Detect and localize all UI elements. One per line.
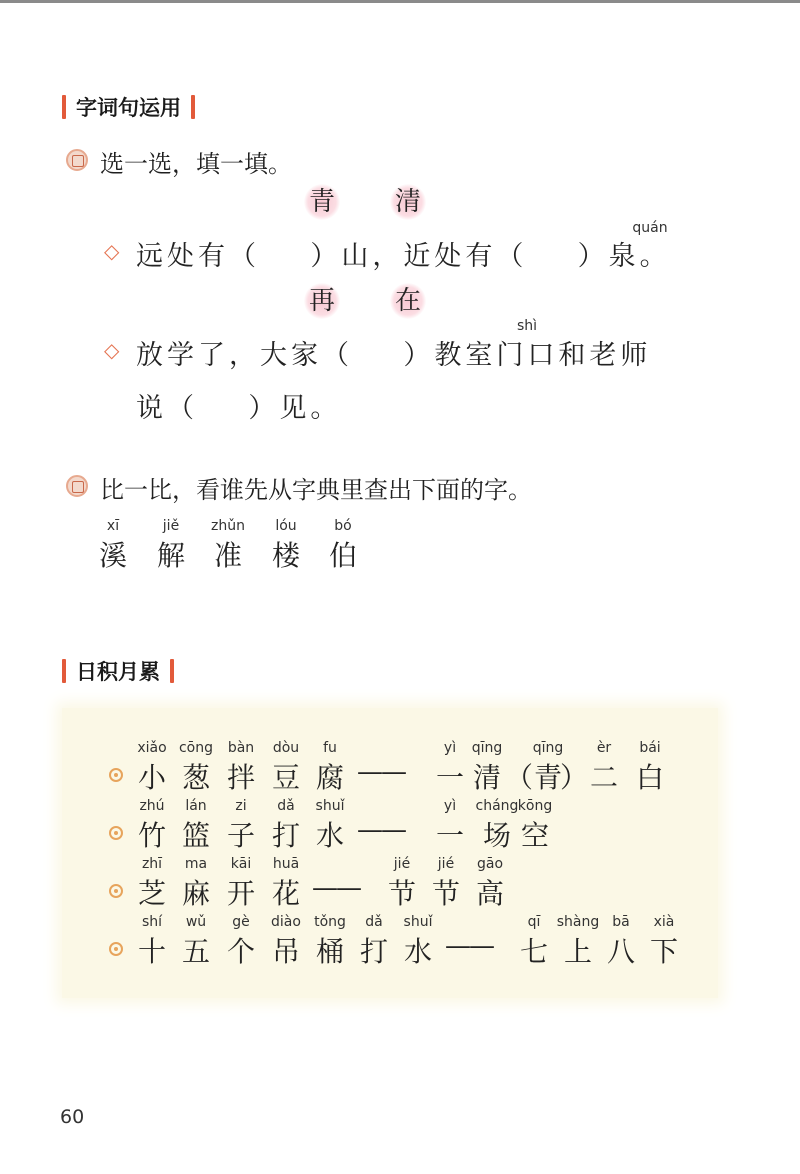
proverb-pinyin: wǔ [185, 914, 207, 930]
proverb-pinyin: ma [184, 856, 208, 872]
proverb-bullet-icon [109, 826, 123, 840]
proverb-hanzi: 葱 [181, 761, 210, 794]
proverb-dash: —— [312, 873, 360, 903]
proverb-pinyin: zhī [141, 856, 163, 872]
title-bar-left [62, 659, 66, 683]
proverb-pinyin: bā [612, 914, 630, 930]
proverb-pinyin: qī [527, 914, 541, 930]
proverb-hanzi: 水 [315, 819, 344, 852]
proverb-pinyin: diào [271, 914, 301, 930]
proverb-pinyin: cháng [475, 798, 519, 814]
proverb-hanzi: 打 [359, 935, 388, 968]
section-title-rijiyuelei [62, 656, 174, 686]
diamond-bullet-icon: ◇ [104, 239, 120, 263]
proverb-pinyin: bàn [227, 740, 255, 756]
proverb-hanzi: 白 [635, 761, 664, 794]
proverb-pinyin: xiǎo [137, 740, 167, 756]
proverb-pinyin: jié [393, 856, 411, 872]
proverb-pinyin: jié [437, 856, 455, 872]
proverb-dash: —— [357, 757, 405, 787]
proverb-hanzi: （ [504, 761, 533, 794]
proverb-pinyin: dǎ [277, 798, 295, 814]
proverb-pinyin: lán [185, 798, 207, 814]
char-pinyin: jiě [162, 518, 180, 534]
proverb-hanzi: 篮 [181, 819, 210, 852]
proverb-bullet-icon [109, 884, 123, 898]
title-bar-right [170, 659, 174, 683]
proverb-hanzi: 吊 [271, 935, 300, 968]
proverb-pinyin: dòu [272, 740, 300, 756]
char-pinyin: lóu [275, 518, 297, 534]
proverb-hanzi: 芝 [137, 877, 166, 910]
seal-icon [66, 475, 88, 497]
proverb-pinyin: dǎ [365, 914, 383, 930]
proverb-pinyin: kōng [517, 798, 553, 814]
pinyin-shi: shì [516, 318, 538, 334]
char-pinyin: xī [106, 518, 120, 534]
proverb-hanzi: 空 [520, 819, 549, 852]
proverb-pinyin: shuǐ [403, 914, 433, 930]
proverb-hanzi: 小 [137, 761, 166, 794]
proverb-pinyin: èr [596, 740, 612, 756]
char-hanzi: 准 [213, 539, 242, 572]
top-rule [0, 0, 800, 3]
proverb-hanzi: 上 [563, 935, 592, 968]
proverb-pinyin: shàng [556, 914, 600, 930]
proverb-hanzi: 子 [226, 819, 255, 852]
page-number: 60 [60, 1106, 85, 1128]
proverb-hanzi: 场 [482, 819, 511, 852]
sentence-2: 放学了，大家（ ）教室门口和老师 [136, 340, 652, 371]
proverb-pinyin: kāi [230, 856, 252, 872]
diamond-bullet-icon: ◇ [104, 338, 120, 362]
proverb-hanzi: 节 [431, 877, 460, 910]
section-title-ziciju [62, 92, 195, 122]
char-hanzi: 解 [156, 539, 185, 572]
title-bar-left [62, 95, 66, 119]
section-title-text: 字词句运用 [76, 96, 181, 120]
proverb-pinyin: qīng [471, 740, 503, 756]
proverb-hanzi: ） [559, 761, 588, 794]
char-pinyin: zhǔn [211, 518, 245, 534]
proverb-hanzi: 桶 [315, 935, 344, 968]
proverb-hanzi: 腐 [315, 761, 344, 794]
task2-instruction: 比一比，看谁先从字典里查出下面的字。 [100, 476, 532, 504]
choice-zai2: 在 [388, 281, 428, 321]
proverb-pinyin: zhú [139, 798, 165, 814]
task1-instruction: 选一选，填一填。 [100, 150, 292, 178]
proverb-pinyin: shí [141, 914, 163, 930]
proverb-bullet-icon [109, 942, 123, 956]
proverb-hanzi: 青 [533, 761, 562, 794]
sentence-2-cont: 说（ ）见。 [136, 393, 342, 424]
proverb-pinyin: fu [323, 740, 337, 756]
proverb-hanzi: 拌 [226, 761, 255, 794]
proverb-hanzi: 个 [226, 935, 255, 968]
proverb-hanzi: 二 [589, 761, 618, 794]
proverb-hanzi: 清 [472, 761, 501, 794]
proverb-pinyin: shuǐ [315, 798, 345, 814]
choice-zai1: 再 [302, 281, 342, 321]
proverb-hanzi: 花 [271, 877, 300, 910]
proverb-pinyin: gè [232, 914, 250, 930]
proverb-hanzi: 一 [435, 761, 464, 794]
proverb-pinyin: yì [443, 740, 457, 756]
proverb-pinyin: huā [272, 856, 300, 872]
char-hanzi: 楼 [271, 539, 300, 572]
proverb-pinyin: cōng [178, 740, 214, 756]
proverb-dash: —— [445, 931, 493, 961]
proverb-pinyin: xià [653, 914, 675, 930]
proverb-hanzi: 打 [271, 819, 300, 852]
proverb-pinyin: tǒng [314, 914, 346, 930]
proverb-bullet-icon [109, 768, 123, 782]
proverb-pinyin: zi [235, 798, 247, 814]
proverb-hanzi: 七 [519, 935, 548, 968]
choice-qing2: 清 [388, 182, 428, 222]
proverb-hanzi: 竹 [137, 819, 166, 852]
char-hanzi: 溪 [98, 539, 127, 572]
title-bar-right [191, 95, 195, 119]
proverb-hanzi: 豆 [271, 761, 300, 794]
choice-qing1: 青 [302, 182, 342, 222]
proverb-pinyin: gāo [476, 856, 504, 872]
proverb-dash: —— [357, 815, 405, 845]
pinyin-quan: quán [632, 220, 668, 236]
proverb-hanzi: 麻 [181, 877, 210, 910]
proverb-hanzi: 五 [181, 935, 210, 968]
proverb-pinyin: qīng [532, 740, 564, 756]
proverb-pinyin: bái [639, 740, 661, 756]
seal-icon [66, 149, 88, 171]
proverb-hanzi: 节 [387, 877, 416, 910]
proverb-hanzi: 下 [649, 935, 678, 968]
char-pinyin: bó [334, 518, 352, 534]
proverb-hanzi: 水 [403, 935, 432, 968]
proverb-pinyin: yì [443, 798, 457, 814]
section-title-text: 日积月累 [76, 660, 160, 684]
proverb-hanzi: 一 [435, 819, 464, 852]
proverb-hanzi: 开 [226, 877, 255, 910]
proverb-hanzi: 八 [606, 935, 635, 968]
char-hanzi: 伯 [328, 539, 357, 572]
proverb-hanzi: 高 [475, 877, 504, 910]
proverb-hanzi: 十 [137, 935, 166, 968]
sentence-1: 远处有（ ）山，近处有（ ）泉。 [136, 241, 671, 272]
